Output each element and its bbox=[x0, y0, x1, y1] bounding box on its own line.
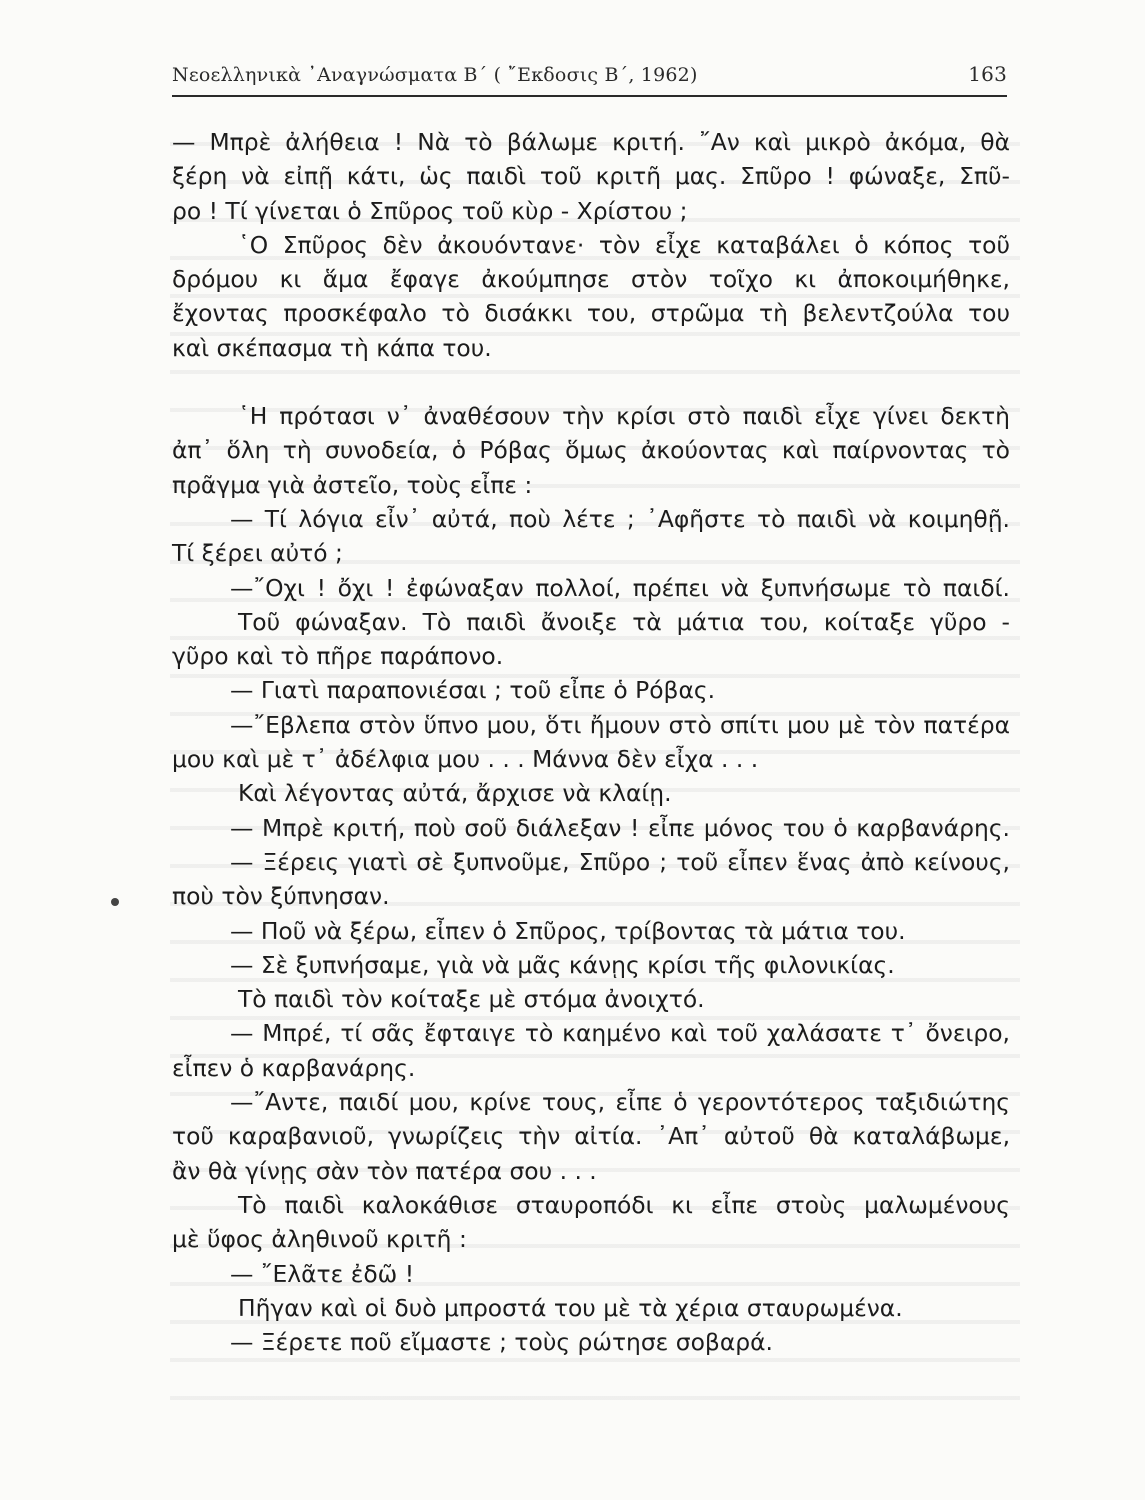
text-line: Πῆγαν καὶ οἱ δυὸ μπροστά του μὲ τὰ χέρια σταυρωμένα. bbox=[238, 1293, 903, 1322]
text-line: — Ξέρετε ποῦ εἴμαστε ; τοὺς ρώτησε σοβαρά. bbox=[230, 1328, 773, 1357]
text-line: Τοῦ φώναξαν. Τὸ παιδὶ ἄνοιξε τὰ μάτια του, κοίταξε γῦρο - bbox=[238, 607, 1010, 636]
text-line: ρο ! Τί γίνεται ὁ Σπῦρος τοῦ κὺρ - Χρίστου ; bbox=[172, 196, 688, 225]
text-line: —῎Αντε, παιδί μου, κρίνε τους, εἶπε ὁ γεροντότερος ταξιδιώτης bbox=[230, 1088, 1010, 1117]
text-line: ἂν θὰ γίνῃς σὰν τὸν πατέρα σου . . . bbox=[172, 1156, 597, 1185]
text-line: — Σὲ ξυπνήσαμε, γιὰ νὰ μᾶς κάνῃς κρίσι τῆς φιλονικίας. bbox=[230, 950, 895, 979]
text-line: — Μπρέ, τί σᾶς ἔφταιγε τὸ καημένο καὶ τοῦ χαλάσατε τ᾿ ὄνειρο, bbox=[230, 1019, 1010, 1048]
running-header bbox=[172, 60, 1007, 90]
text-line: — Γιατὶ παραπονιέσαι ; τοῦ εἶπε ὁ Ρόβας. bbox=[230, 676, 716, 705]
text-line: Τί ξέρει αὐτό ; bbox=[172, 539, 343, 568]
text-line: καὶ σκέπασμα τὴ κάπα του. bbox=[172, 333, 492, 362]
text-line: μου καὶ μὲ τ᾿ ἀδέλφια μου . . . Μάννα δὲν εἶχα . . . bbox=[172, 745, 759, 774]
text-line: ῾Ο Σπῦρος δὲν ἀκουόντανε· τὸν εἶχε καταβάλει ὁ κόπος τοῦ bbox=[238, 230, 1010, 259]
text-line: —῎Εβλεπα στὸν ὕπνο μου, ὅτι ἤμουν στὸ σπίτι μου μὲ τὸν πατέρα bbox=[230, 710, 1010, 739]
text-line: ῾Η πρότασι ν᾿ ἀναθέσουν τὴν κρίσι στὸ παιδὶ εἶχε γίνει δεκτὴ bbox=[238, 402, 1010, 431]
text-line: ἔχοντας προσκέφαλο τὸ δισάκκι του, στρῶμα τὴ βελεντζούλα του bbox=[172, 299, 1010, 328]
text-line: — Μπρὲ κριτή, ποὺ σοῦ διάλεξαν ! εἶπε μόνος του ὁ καρβανάρης. bbox=[230, 813, 1010, 842]
text-line: — Ξέρεις γιατὶ σὲ ξυπνοῦμε, Σπῦρο ; τοῦ εἶπεν ἕνας ἀπὸ κείνους, bbox=[230, 847, 1010, 876]
paragraph-gap bbox=[172, 365, 1010, 399]
text-line: Τὸ παιδὶ καλοκάθισε σταυροπόδι κι εἶπε στοὺς μαλωμένους bbox=[238, 1190, 1010, 1219]
page-number: 163 bbox=[968, 62, 1007, 86]
text-line: πρᾶγμα γιὰ ἀστεῖο, τοὺς εἶπε : bbox=[172, 470, 533, 499]
text-line: — Ποῦ νὰ ξέρω, εἶπεν ὁ Σπῦρος, τρίβοντας τὰ μάτια του. bbox=[230, 916, 906, 945]
text-line: —῎Οχι ! ὄχι ! ἐφώναξαν πολλοί, πρέπει νὰ ξυπνήσωμε τὸ παιδί. bbox=[230, 573, 1010, 602]
text-line: ἀπ᾿ ὅλη τὴ συνοδεία, ὁ Ρόβας ὅμως ἀκούοντας καὶ παίρνοντας τὸ bbox=[172, 436, 1010, 465]
text-line: Τὸ παιδὶ τὸν κοίταξε μὲ στόμα ἀνοιχτό. bbox=[238, 985, 705, 1014]
text-line: ξέρη νὰ εἰπῇ κάτι, ὡς παιδὶ τοῦ κριτῆ μας. Σπῦρο ! φώναξε, Σπῦ- bbox=[172, 162, 1010, 191]
text-line: εἶπεν ὁ καρβανάρης. bbox=[172, 1053, 416, 1082]
text-line: τοῦ καραβανιοῦ, γνωρίζεις τὴν αἰτία. ᾿Απ᾿ αὐτοῦ θὰ καταλάβωμε, bbox=[172, 1122, 1010, 1151]
text-line: ποὺ τὸν ξύπνησαν. bbox=[172, 882, 390, 911]
header-rule bbox=[172, 95, 1007, 97]
text-line: δρόμου κι ἅμα ἔφαγε ἀκούμπησε στὸν τοῖχο κι ἀποκοιμήθηκε, bbox=[172, 265, 1010, 294]
text-line: γῦρο καὶ τὸ πῆρε παράπονο. bbox=[172, 642, 504, 671]
text-line: — Τί λόγια εἶν᾿ αὐτά, ποὺ λέτε ; ᾿Αφῆστε τὸ παιδὶ νὰ κοιμηθῇ. bbox=[230, 504, 1010, 533]
text-line: — ῎Ελᾶτε ἐδῶ ! bbox=[230, 1259, 415, 1288]
text-line: μὲ ὕφος ἀληθινοῦ κριτῆ : bbox=[172, 1225, 467, 1254]
text-line: Καὶ λέγοντας αὐτά, ἄρχισε νὰ κλαίῃ. bbox=[238, 779, 672, 808]
text-line: — Μπρὲ ἀλήθεια ! Νὰ τὸ βάλωμε κριτή. ῎Αν καὶ μικρὸ ἀκόμα, θὰ bbox=[172, 128, 1010, 156]
scan-speck bbox=[111, 898, 119, 906]
running-title: Νεοελληνικὰ ᾿Αναγνώσματα Β΄ ( ῎Εκδοσις Β΄, 1962) bbox=[172, 64, 698, 86]
body-text bbox=[172, 125, 1010, 1359]
